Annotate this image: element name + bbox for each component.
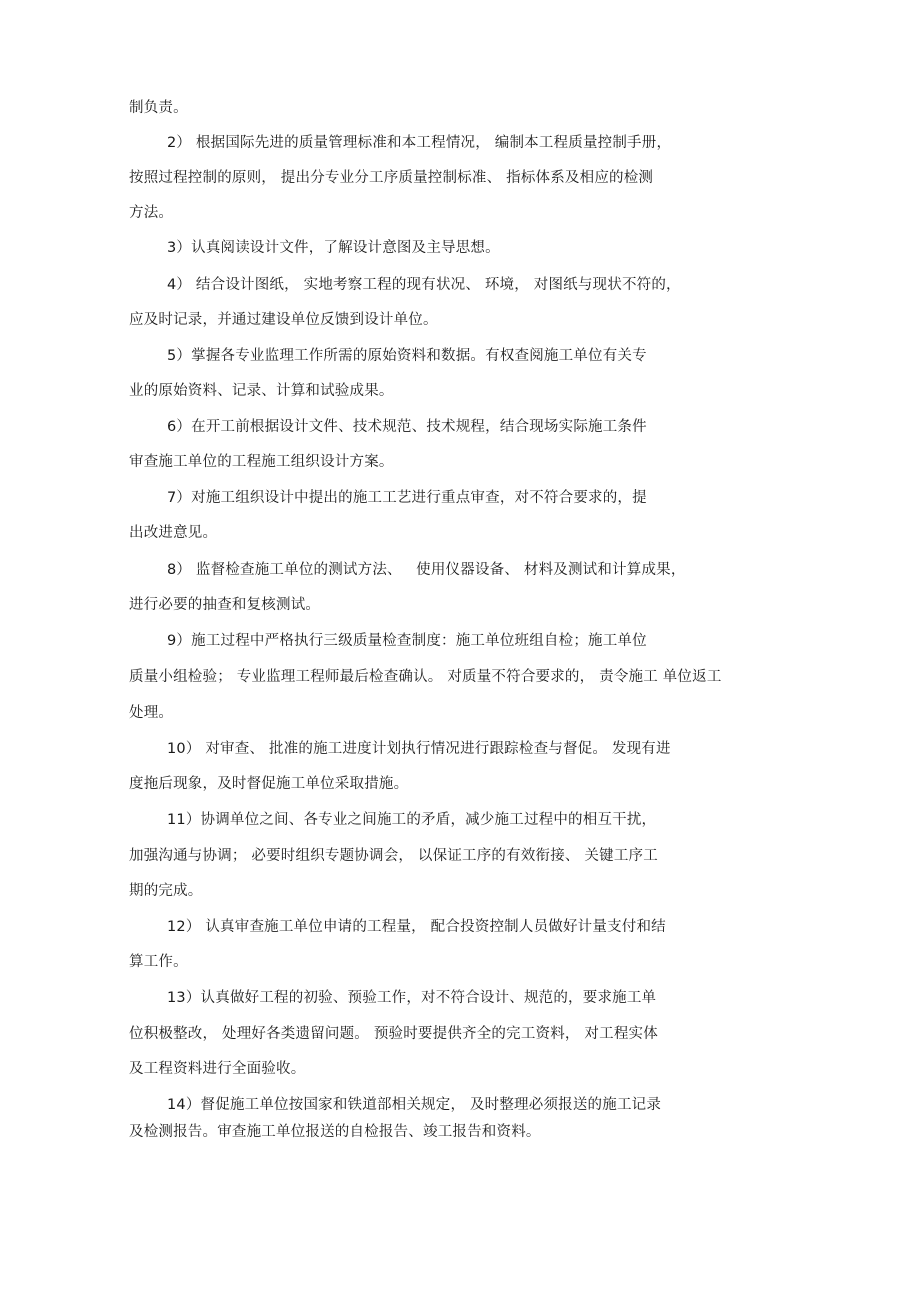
text-line: 4） 结合设计图纸， 实地考察工程的现有状况、 环境， 对图纸与现状不符的， [167, 277, 681, 293]
text-line: 按照过程控制的原则， 提出分专业分工序质量控制标准、 指标体系及相应的检测 [129, 170, 654, 186]
text-line: 应及时记录，并通过建设单位反馈到设计单位。 [129, 312, 438, 328]
text-line: 7）对施工组织设计中提出的施工工艺进行重点审查，对不符合要求的，提 [167, 490, 647, 506]
text-line: 加强沟通与协调； 必要时组织专题协调会， 以保证工序的有效衔接、 关键工序工 [129, 848, 658, 864]
text-line: 出改进意见。 [129, 525, 218, 541]
text-line: 13）认真做好工程的初验、预验工作，对不符合设计、规范的，要求施工单 [167, 990, 657, 1006]
text-line: 制负责。 [129, 100, 188, 116]
text-line: 方法。 [129, 205, 174, 221]
text-line: 及工程资料进行全面验收。 [129, 1061, 306, 1077]
text-line: 进行必要的抽查和复核测试。 [129, 597, 321, 613]
text-line: 及检测报告。审查施工单位报送的自检报告、竣工报告和资料。 [129, 1124, 541, 1140]
text-line: 8） 监督检查施工单位的测试方法、 使用仪器设备、 材料及测试和计算成果， [167, 562, 686, 578]
text-line: 5）掌握各专业监理工作所需的原始资料和数据。有权查阅施工单位有关专 [167, 348, 647, 364]
text-line: 10） 对审查、 批准的施工进度计划执行情况进行跟踪检查与督促。 发现有进 [167, 741, 671, 757]
text-line: 2） 根据国际先进的质量管理标准和本工程情况， 编制本工程质量控制手册， [167, 135, 672, 151]
text-line: 3）认真阅读设计文件，了解设计意图及主导思想。 [167, 240, 500, 256]
text-line: 质量小组检验； 专业监理工程师最后检查确认。 对质量不符合要求的， 责令施工 单位返工 [129, 669, 722, 685]
text-line: 业的原始资料、记录、计算和试验成果。 [129, 383, 394, 399]
text-line: 6）在开工前根据设计文件、技术规范、技术规程，结合现场实际施工条件 [167, 419, 647, 435]
text-line: 度拖后现象，及时督促施工单位采取措施。 [129, 776, 409, 792]
text-line: 14）督促施工单位按国家和铁道部相关规定， 及时整理必须报送的施工记录 [167, 1097, 662, 1113]
text-line: 期的完成。 [129, 883, 203, 899]
text-line: 审查施工单位的工程施工组织设计方案。 [129, 454, 394, 470]
text-line: 位积极整改， 处理好各类遗留问题。 预验时要提供齐全的完工资料， 对工程实体 [129, 1026, 658, 1042]
text-line: 算工作。 [129, 954, 188, 970]
text-line: 9）施工过程中严格执行三级质量检查制度：施工单位班组自检；施工单位 [167, 633, 647, 649]
text-line: 12） 认真审查施工单位申请的工程量， 配合投资控制人员做好计量支付和结 [167, 919, 666, 935]
text-line: 11）协调单位之间、各专业之间施工的矛盾，减少施工过程中的相互干扰， [167, 812, 657, 828]
text-line: 处理。 [129, 705, 174, 721]
